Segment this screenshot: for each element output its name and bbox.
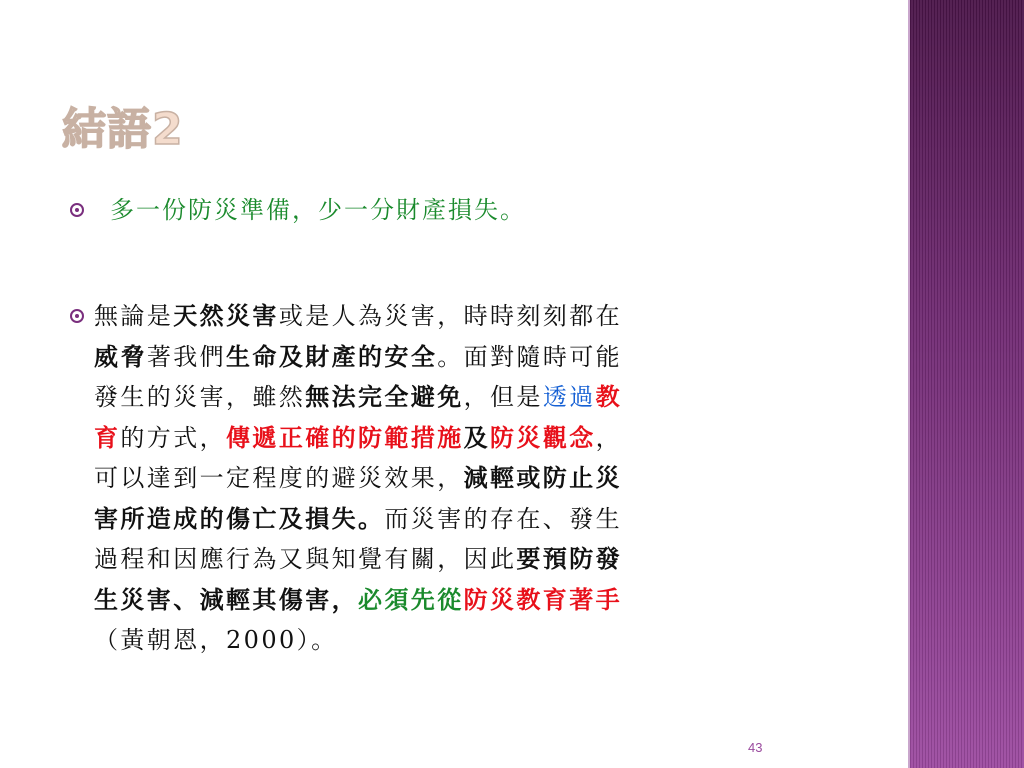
paragraph-line: [94, 296, 839, 337]
paragraph-line: [94, 418, 839, 459]
paragraph-line: [94, 620, 839, 661]
green-text: 必須先從: [358, 584, 464, 614]
text-span: ，: [595, 423, 623, 452]
bullet-icon: [70, 203, 84, 217]
red-text: 傳遞正確的防範措施: [226, 422, 464, 452]
paragraph-line: [94, 499, 839, 540]
emphasis-text: 生命及財產的安全: [226, 341, 438, 371]
emphasis-text: 天然災害: [173, 301, 279, 330]
emphasis-text: 及: [463, 422, 491, 452]
red-text: 育: [94, 422, 121, 452]
text-span: 著我們: [146, 342, 227, 371]
emphasis-text: 減輕或防止災: [463, 463, 623, 492]
paragraph-line: [94, 580, 839, 621]
emphasis-text: 威脅: [94, 341, 147, 371]
page-number: 43: [748, 740, 763, 755]
text-span: 發生的災害，雖然: [94, 383, 306, 411]
red-text: 防災觀念: [490, 422, 596, 452]
emphasis-text: 無法完全避免: [305, 382, 464, 411]
text-span: 過程和因應行為又與知覺有關，因此: [94, 545, 517, 573]
text-span: 的方式，: [120, 423, 227, 452]
emphasis-text: 害所造成的傷亡及損失。: [94, 503, 385, 533]
text-span: 無論是: [94, 302, 174, 330]
paragraph-body: [94, 296, 839, 661]
emphasis-text: 生災害、減輕其傷害，: [94, 584, 358, 614]
paragraph-line: [94, 377, 839, 418]
citation-text: （黃朝恩，2000）。: [94, 626, 338, 654]
paragraph-line: [94, 337, 839, 378]
text-span: ，但是: [463, 383, 543, 411]
text-span: 。面對隨時可能: [437, 342, 623, 371]
text-span: 或是人為災害，時時刻刻都在: [278, 302, 623, 330]
red-text: 教: [595, 382, 623, 411]
decorative-side-panel: [910, 0, 1024, 768]
bullet-item-1: 多一份防災準備，少一分財產損失。: [110, 196, 526, 224]
emphasis-text: 要預防發: [516, 544, 623, 573]
paragraph-line: [94, 458, 839, 499]
red-text: 防災教育著手: [463, 584, 623, 614]
paragraph-line: [94, 539, 839, 580]
text-span: 可以達到一定程度的避災效果，: [94, 464, 464, 492]
slide-title: 結語2: [62, 104, 184, 155]
text-span: 而災害的存在、發生: [384, 504, 623, 533]
blue-text: 透過: [542, 383, 596, 411]
bullet-icon: [70, 309, 84, 323]
